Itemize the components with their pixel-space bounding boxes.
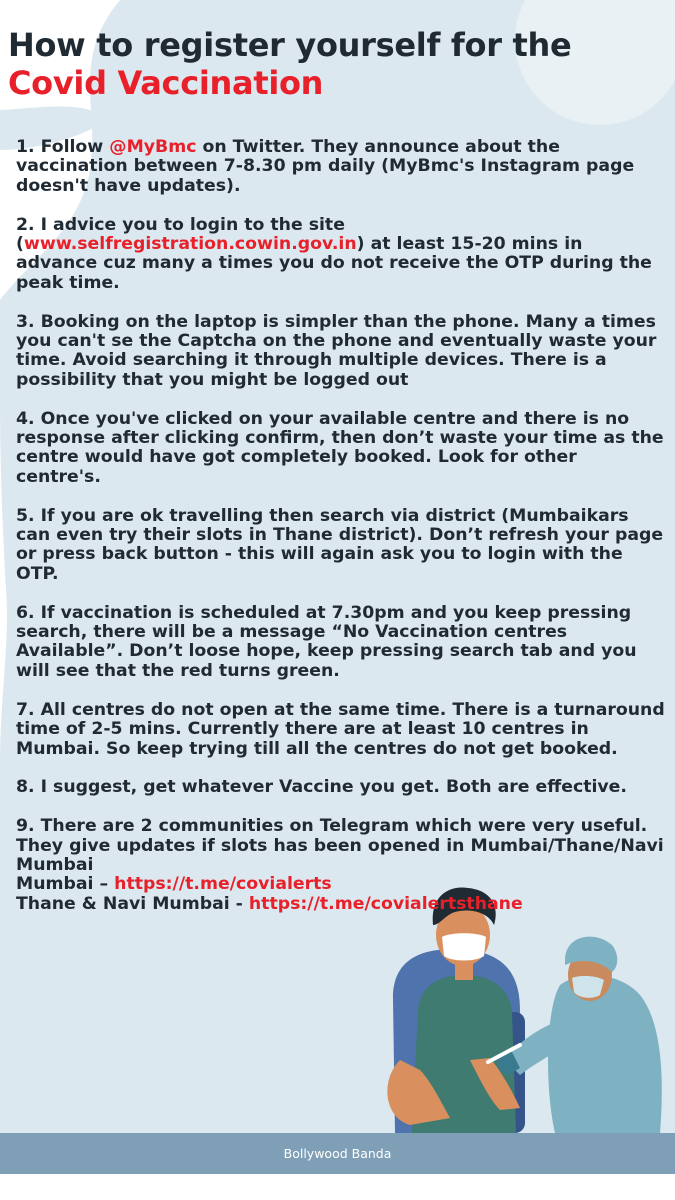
mybmc-link[interactable]: @MyBmc <box>109 137 197 157</box>
tip-2-text-b: ) at least 15-20 mins in advance cuz many a times you do not receive the OTP during the peak time. <box>16 234 652 293</box>
title-line-2: Covid Vaccination <box>8 64 324 102</box>
thane-label: Thane & Navi Mumbai - <box>16 893 249 914</box>
tip-7: 7. All centres do not open at the same time. There is a turnaround time of 2-5 mins. Currently there are at least 10 centres in Mumbai. So keep trying till all the centres do not get booked. <box>16 699 665 759</box>
title-line-1: How to register yourself for the <box>8 26 572 64</box>
cowin-site-link[interactable]: www.selfregistration.cowin.gov.in <box>23 234 357 255</box>
tip-3: 3. Booking on the laptop is simpler than the phone. Many a times you can't se the Captcha on the phone and eventually waste your time. Avoid searching it through multiple devices. There is a possibility that you might be logged out <box>16 311 657 390</box>
tip-2-text-a: 2. I advice you to login to the site ( <box>16 214 345 255</box>
tip-4: 4. Once you've clicked on your available centre and there is no response after clicking confirm, then don’t waste your time as the centre would have got completely booked. Look for other centre's. <box>16 408 664 487</box>
tip-1-text-a: 1. Follow <box>16 137 110 157</box>
tip-8: 8. I suggest, get whatever Vaccine you get. Both are effective. <box>16 777 627 798</box>
page-title <box>8 26 571 102</box>
tip-6: 6. If vaccination is scheduled at 7.30pm and you keep pressing search, there will be a message “No Vaccination centres Available”. Don’t loose hope, keep pressing search tab and you will see that the red turns green. <box>16 602 637 681</box>
footer-brand: Bollywood Banda <box>283 1146 392 1161</box>
covialerts-link[interactable]: https://t.me/covialerts <box>114 874 332 895</box>
tip-1-text-b: on Twitter. They announce about the vaccination between 7-8.30 pm daily (MyBmc's Instagram page doesn't have updates). <box>16 137 635 196</box>
tip-5: 5. If you are ok travelling then search via district (Mumbaikars can even try their slots in Thane district). Don’t refresh your page or press back button - this will again ask you to login with the OTP. <box>16 505 664 584</box>
mumbai-label: Mumbai – <box>16 874 115 895</box>
covialertsthane-link[interactable]: https://t.me/covialertsthane <box>248 893 523 914</box>
tip-2 <box>16 216 666 294</box>
tip-9 <box>16 817 666 914</box>
tip-1 <box>16 138 666 196</box>
tips-list <box>16 138 666 934</box>
tip-9-intro: 9. There are 2 communities on Telegram which were very useful. They give updates if slots has been opened in Mumbai/Thane/Navi Mumbai <box>16 816 664 875</box>
footer-bar <box>0 1133 675 1174</box>
